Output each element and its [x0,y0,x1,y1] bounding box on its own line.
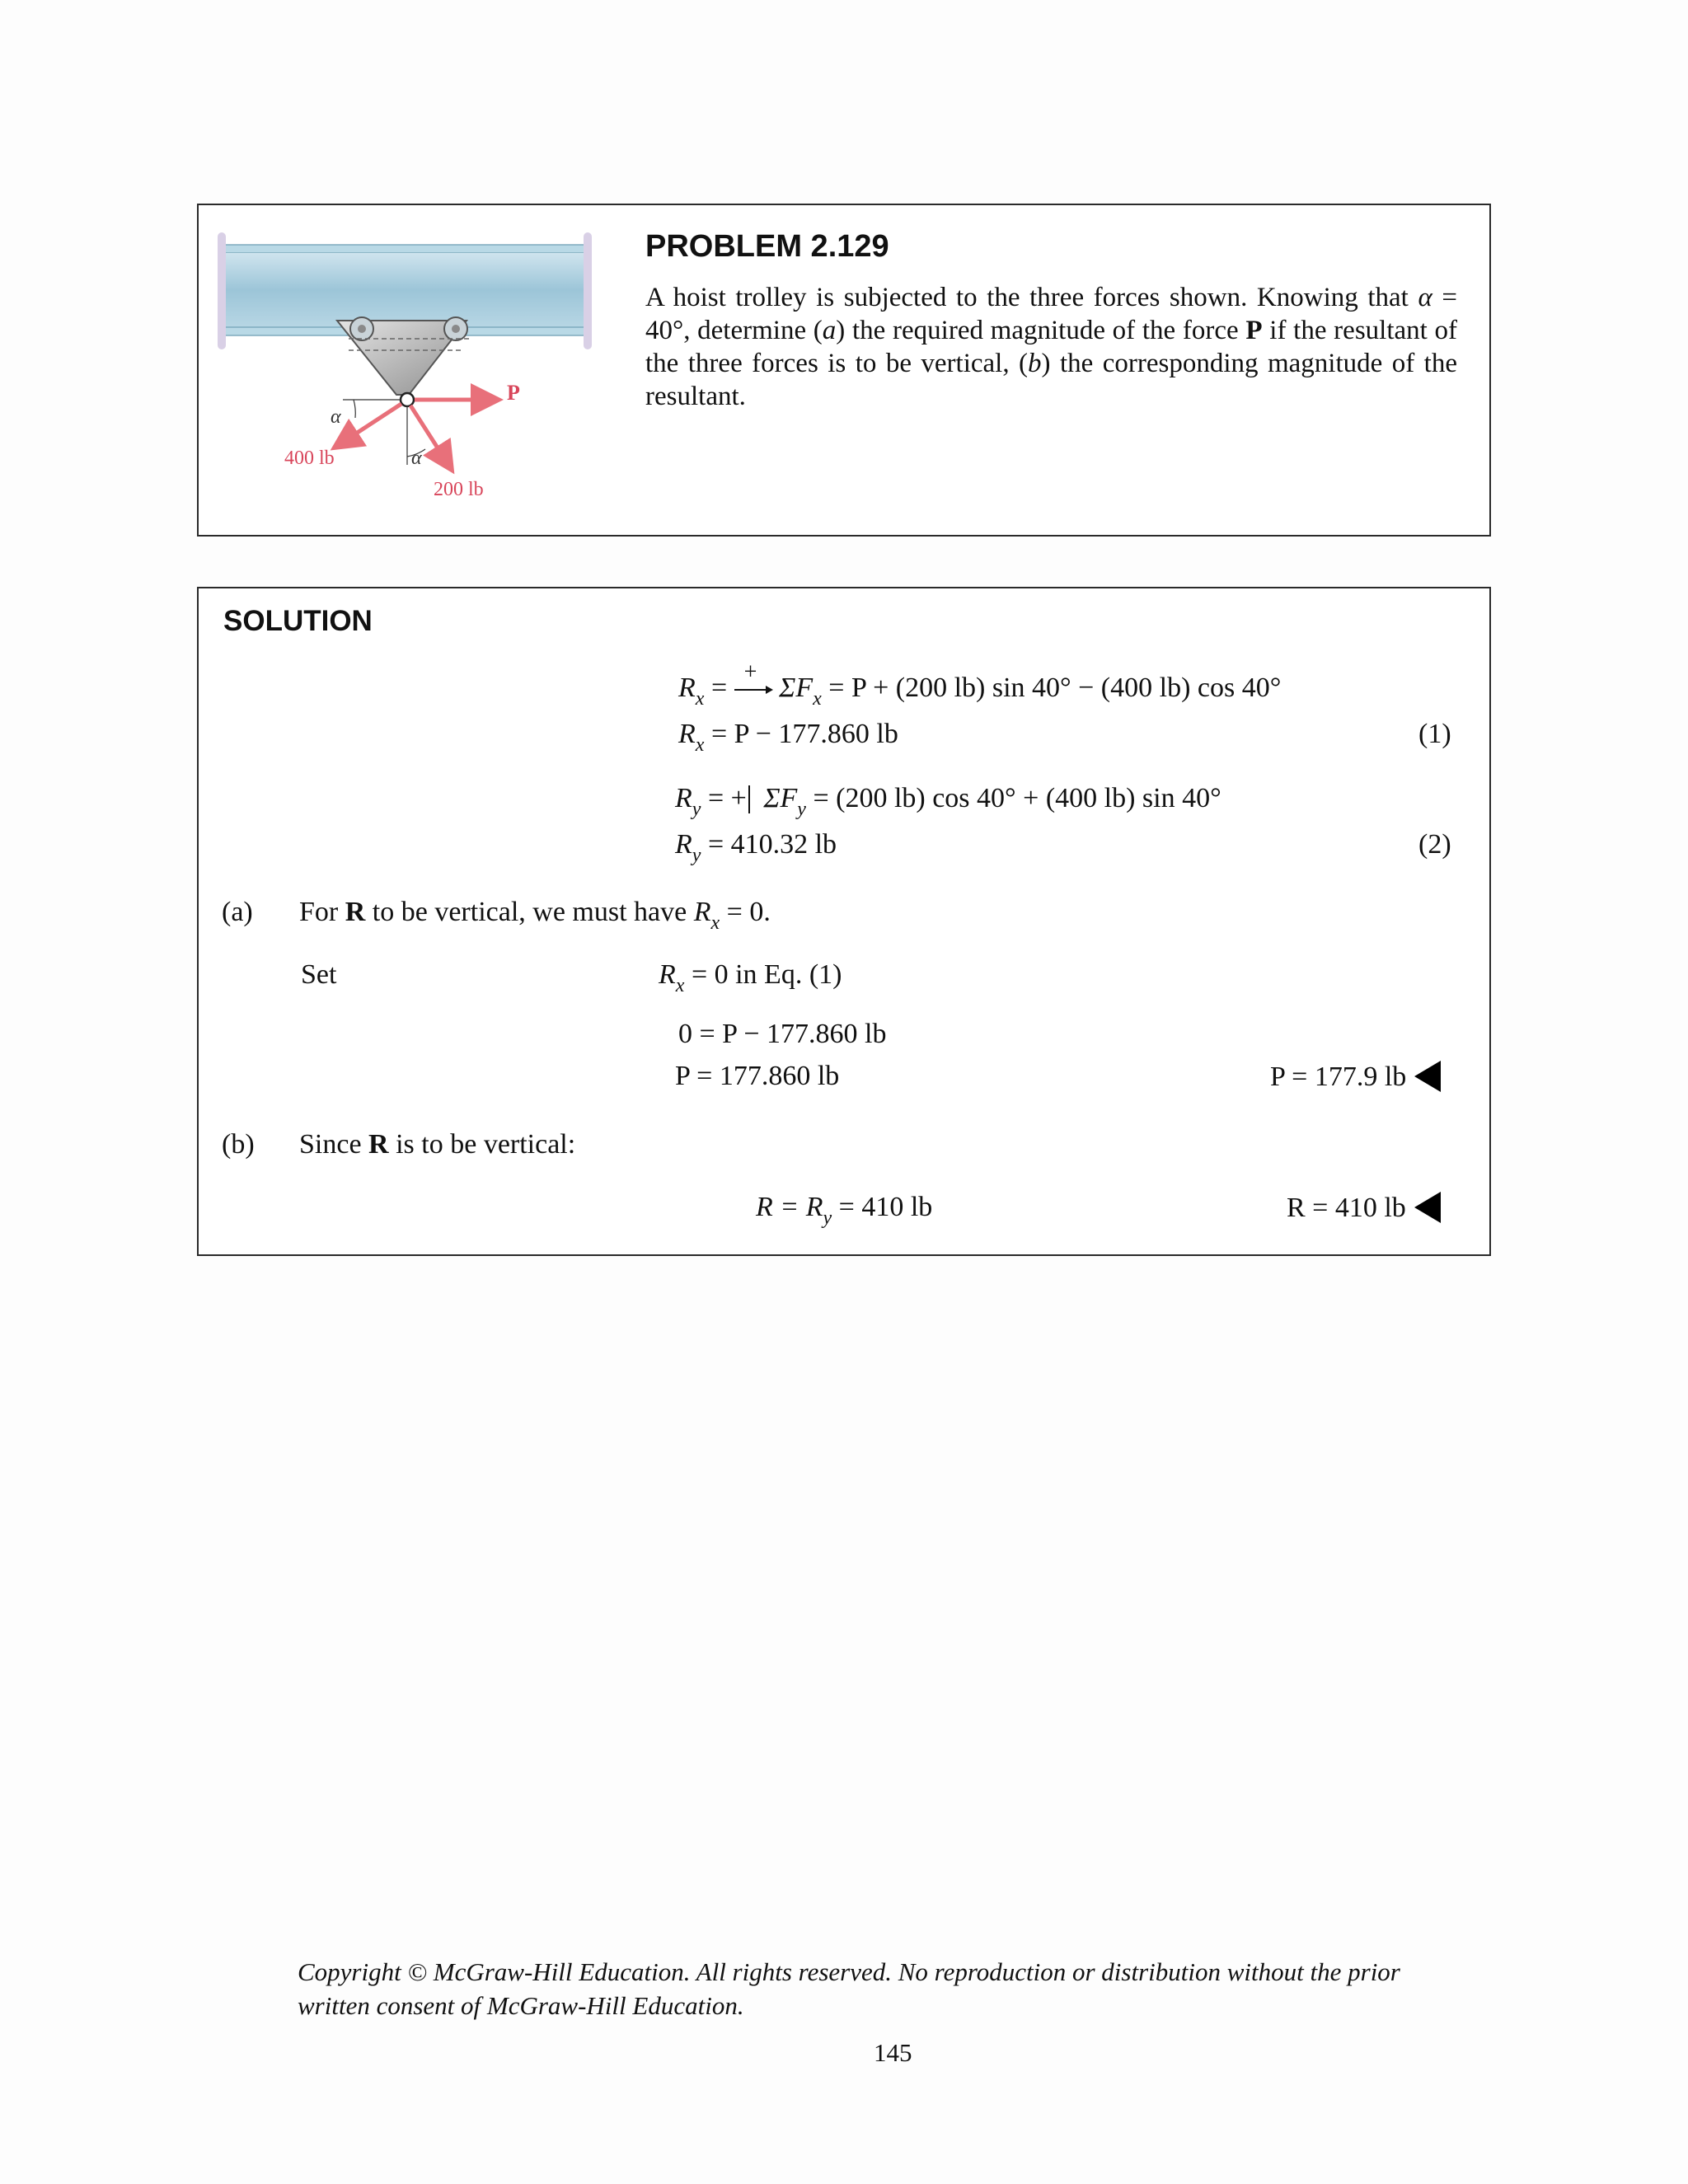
answer-marker-icon [1414,1061,1441,1092]
solution-title: SOLUTION [223,605,373,637]
part-b-statement: Since R is to be vertical: [299,1129,576,1160]
label-P: P [507,381,520,405]
label-alpha-left: α [331,406,341,428]
equation-rx-result: $R_x = P - 177.860$ lb [678,719,898,756]
label-200-lb: 200 lb [434,479,484,500]
part-a-statement: For R to be vertical, we must have $R_x = 0$. [299,897,771,934]
problem-text: A hoist trolley is subjected to the three forces shown. Knowing that α = 40°, determine (a) the required magnitude of the force P if the resultant of the three forces is to be vertical, (b) the corresponding magnitude of the resultant. [645,283,1458,411]
solution-box [197,587,1491,1256]
label-alpha-right: α [411,448,422,469]
part-a-label: (a) [222,897,253,927]
equation-number-2: (2) [1418,829,1451,860]
equation-rx-sum: $R_x$ = + $\Sigma F_x = P + (200$ lb) sin 40° − (400 lb) cos 40° [678,659,1282,710]
part-a-answer: P = 177.9 lb [1270,1061,1441,1093]
page-number: 145 [874,2038,912,2067]
copyright-notice: Copyright © McGraw-Hill Education. All rights reserved. No reproduction or distribution without the prior written consent of McGraw-Hill Education. [298,1957,1400,2020]
part-a-set-label: Set [301,959,337,990]
part-a-set-equation: $R_x = 0$ in Eq. (1) [659,959,842,996]
problem-box [197,204,1491,537]
equation-ry-result: $R_y = 410.32$ lb [675,829,837,866]
trolley-bracket [337,317,471,406]
force-400-arrow [337,404,401,446]
answer-marker-icon [1414,1192,1441,1223]
label-400-lb: 400 lb [284,448,335,469]
part-b-answer: R = 410 lb [1287,1192,1441,1224]
part-a-line-1: 0 = P − 177.860 lb [678,1019,887,1049]
equation-number-1: (1) [1418,719,1451,749]
part-b-equation: $R = R_y = 410$ lb [756,1192,933,1229]
part-b-label: (b) [222,1129,255,1160]
part-a-line-2: P = 177.860 lb [675,1061,840,1091]
problem-title: PROBLEM 2.129 [645,229,889,264]
equation-ry-sum: $R_y$ = + $\Sigma F_y = (200$ lb) cos 40° + (400 lb) sin 40° [675,783,1221,820]
hoist-trolley-figure [199,205,611,535]
